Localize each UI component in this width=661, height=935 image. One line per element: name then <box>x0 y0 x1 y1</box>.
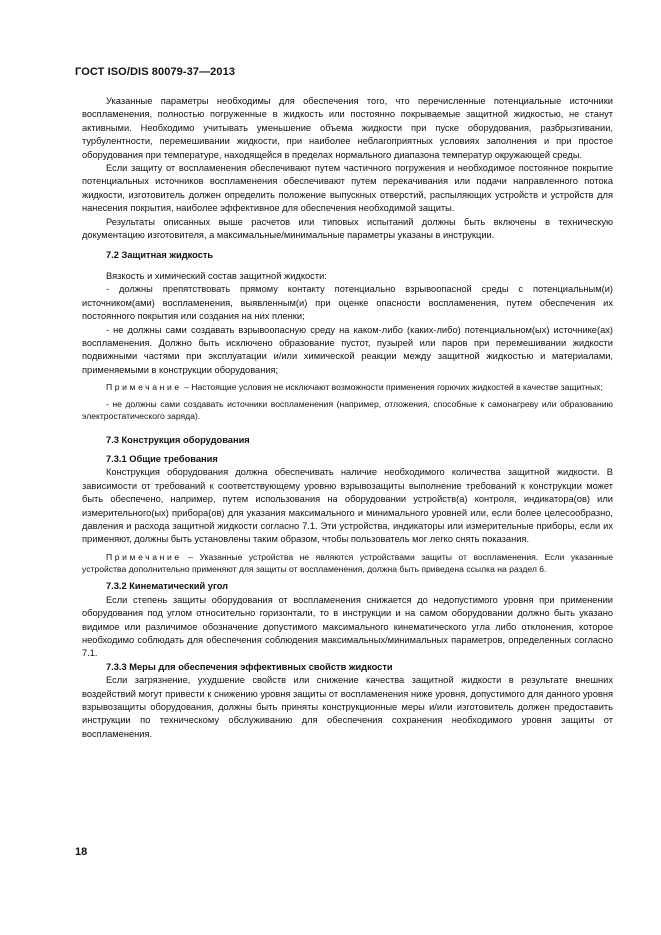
section-7-2-intro: Вязкость и химический состав защитной жидкости: <box>106 270 327 281</box>
paragraph-results: Результаты описанных выше расчетов или типовых испытаний должны быть включены в техническую документацию изготовителя, а максимальные/минимальные параметры указаны в инструкции. <box>82 216 613 241</box>
section-7-2-note <box>82 382 613 394</box>
document-code-header: ГОСТ ISO/DIS 80079-37—2013 <box>75 66 236 78</box>
section-7-3-3-paragraph: Если загрязнение, ухудшение свойств или снижение качества защитной жидкости в результате внешних воздействий могут привести к снижению уровня защиты от воспламенения ниже уровня, допустимого для данного уровня взрывозащиты оборудования, должны быть приняты конструкционные меры и/или изготовитель должен предоставить инструкции по техническому обслуживанию для обеспечения сохранения необходимого уровня защиты от воспламенения. <box>82 675 613 739</box>
section-7-2-title: 7.2 Защитная жидкость <box>106 250 214 261</box>
section-7-3-1-title: 7.3.1 Общие требования <box>106 453 218 464</box>
document-body <box>82 95 613 741</box>
page-number: 18 <box>75 846 88 858</box>
note-label: Примечание <box>106 382 182 393</box>
section-7-3-title: 7.3 Конструкция оборудования <box>106 434 250 445</box>
section-7-2-item-1: - должны препятствовать прямому контакту потенциально взрывоопасной среды с потенциальным(и) источником(ами) воспламенения, выявленным(и) при оценке опасности воспламенения, путем обеспечения их постоянного покрытия или создания на них пленки; <box>82 284 613 322</box>
note-label: Примечание <box>106 551 182 562</box>
section-7-3-2-title: 7.3.2 Кинематический угол <box>106 581 229 592</box>
section-7-2-note-item: - не должны сами создавать источники воспламенения (например, отложения, способные к самонагреву или образованию электростатического заряда). <box>82 398 613 421</box>
section-7-3-1-note <box>82 552 613 576</box>
section-7-3-3-title: 7.3.3 Меры для обеспечения эффективных свойств жидкости <box>106 661 393 672</box>
note-text: – Указанные устройства не являются устройствами защиты от воспламенения. Если указанные устройства дополнительно применяют для защиты от воспламенения, должна быть приведена ссылка на раздел 6. <box>82 551 613 574</box>
paragraph-partial-immersion: Если защиту от воспламенения обеспечивают путем частичного погружения и необходимое постоянное покрытие потенциальных источников воспламенения обеспечивают путем перекачивания или подачи направленного потока жидкости, изготовитель должен определить положение выпускных отверстий, распыляющих устройств и устройств для нанесения покрытия, наиболее эффективное для обеспечения необходимой защиты. <box>82 163 613 214</box>
paragraph-liquid-parameters: Указанные параметры необходимы для обеспечения того, что перечисленные потенциальные источники воспламенения, полностью погруженные в жидкость или постоянно покрываемые защитной жидкостью, не станут активными. Необходимо учитывать уменьшение объема жидкости при пуске оборудования, разбрызгивании, турбулентности, перемешивании жидкости, при наиболее неблагоприятных условиях заполнения и при простое оборудования при температуре, находящейся в пределах нормального диапазона температур окружающей среды. <box>82 96 613 160</box>
section-7-2-item-2: - не должны сами создавать взрывоопасную среду на каком-либо (каких-либо) потенциальном(ых) источнике(ах) воспламенения. Должно быть исключено образование пустот, пузырей или паров при перемешивании жидкости подвижными частями при эксплуатации и/или химической реакции между защитной жидкостью и материалами, применяемыми в конструкции оборудования; <box>82 324 613 375</box>
section-7-3-2-paragraph: Если степень защиты оборудования от воспламенения снижается до недопустимого уровня при применении оборудования под углом относительно горизонтали, то в инструкции и на самом оборудовании должно быть указано видимое или различимое обозначение допустимого максимального кинематического угла либо отклонения, которое необходимо соблюдать для обеспечения соблюдения максимальных/минимальных параметров, определенных согласно 7.1. <box>82 594 613 659</box>
note-text: – Настоящие условия не исключают возможности применения горючих жидкостей в качестве защитных; <box>181 382 603 393</box>
section-7-3-1-paragraph: Конструкция оборудования должна обеспечивать наличие необходимого количества защитной жидкости. В зависимости от требований к соответствующему уровню взрывозащиты выполнение требований к конструкции может быть обеспечено, например, путем использования на оборудовании устройств(а) контроля, индикатора(ов) или измерительного(ых) прибора(ов) для указания максимального и минимального уровней или, если более целесообразно, давления и расхода защитной жидкости согласно 7.1. Эти устройства, индикаторы или измерительные приборы, если их применяют, должны быть установлены таким образом, чтобы пользователь мог легко снять показания. <box>82 467 613 545</box>
